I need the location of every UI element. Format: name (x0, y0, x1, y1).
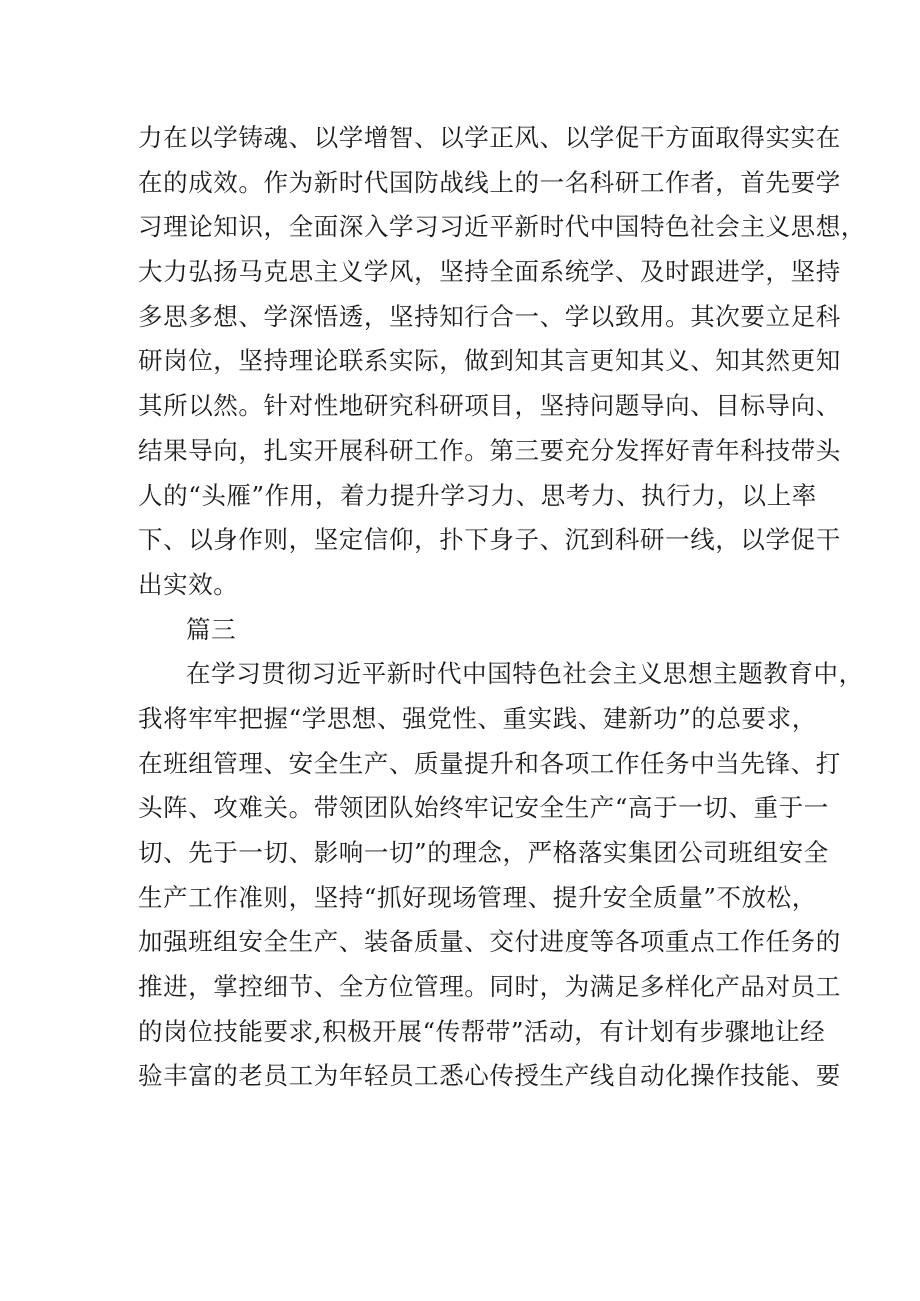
text-line: 的岗位技能要求,积极开展“传帮带”活动，有计划有步骤地让经 (138, 1016, 826, 1046)
text-line: 其所以然。针对性地研究科研项目，坚持问题导向、目标导向、 (138, 391, 841, 421)
text-line: 大力弘扬马克思主义学风，坚持全面系统学、及时跟进学，坚持 (138, 257, 841, 287)
paragraph-first-line: 在学习贯彻习近平新时代中国特色社会主义思想主题教育中， (186, 659, 864, 689)
text-line: 切、先于一切、影响一切”的理念，严格落实集团公司班组安全 (138, 838, 829, 867)
text-line: 在的成效。作为新时代国防战线上的一名科研工作者，首先要学 (138, 167, 841, 197)
text-line: 出实效。 (138, 569, 239, 599)
text-line: 头阵、攻难关。带领团队始终牢记安全生产“高于一切、重于一 (138, 793, 829, 823)
text-line: 在班组管理、安全生产、质量提升和各项工作任务中当先锋、打 (138, 748, 841, 778)
text-line: 生产工作准则，坚持“抓好现场管理、提升安全质量”不放松， (138, 882, 817, 912)
text-line: 加强班组安全生产、装备质量、交付进度等各项重点工作任务的 (138, 927, 841, 957)
section-heading: 篇三 (186, 614, 237, 644)
text-line: 习理论知识，全面深入学习习近平新时代中国特色社会主义思想， (138, 212, 866, 242)
text-line: 人的“头雁”作用，着力提升学习力、思考力、执行力，以上率 (138, 480, 817, 510)
text-line: 我将牢牢把握“学思想、强党性、重实践、建新功”的总要求， (138, 703, 817, 733)
text-line: 多思多想、学深悟透，坚持知行合一、学以致用。其次要立足科 (138, 301, 841, 331)
text-line: 研岗位，坚持理论联系实际，做到知其言更知其义、知其然更知 (138, 346, 841, 376)
text-line: 结果导向，扎实开展科研工作。第三要充分发挥好青年科技带头 (138, 435, 841, 465)
document-body (138, 116, 866, 1099)
text-line: 验丰富的老员工为年轻员工悉心传授生产线自动化操作技能、要 (138, 1061, 841, 1091)
text-line: 力在以学铸魂、以学增智、以学正风、以学促干方面取得实实在 (138, 123, 841, 152)
text-line: 推进，掌控细节、全方位管理。同时，为满足多样化产品对员工 (138, 972, 841, 1002)
text-line: 下、以身作则，坚定信仰，扑下身子、沉到科研一线，以学促干 (138, 525, 841, 555)
